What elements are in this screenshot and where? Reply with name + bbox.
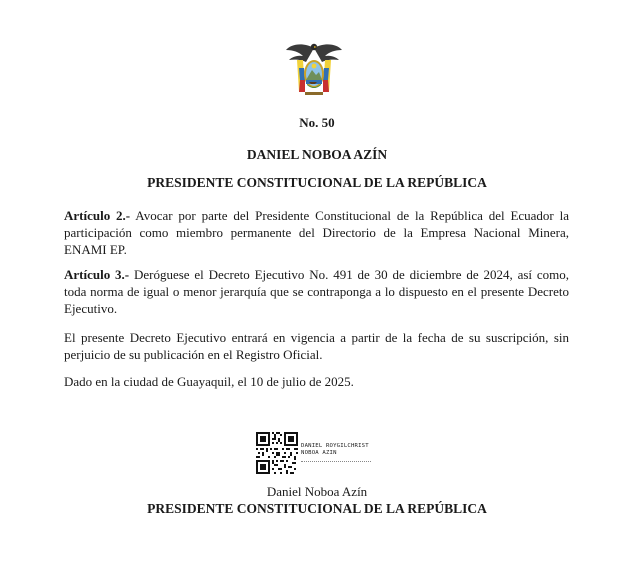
electronic-signer-name [301, 443, 369, 457]
ecuador-coat-of-arms-icon [283, 38, 345, 100]
signature-divider [301, 461, 371, 465]
electronic-signer-line-2: NOBOA AZIN [301, 450, 337, 456]
signature-name: Daniel Noboa Azín [266, 484, 368, 499]
article-3-label: Artículo 3.- [64, 267, 130, 282]
given-in-paragraph: Dado en la ciudad de Guayaquil, el 10 de julio de 2025. [64, 374, 354, 389]
signer-title-heading: PRESIDENTE CONSTITUCIONAL DE LA REPÚBLICA [147, 175, 487, 190]
signer-name-heading: DANIEL NOBOA AZÍN [246, 147, 388, 162]
qr-code-icon [256, 432, 298, 474]
decree-number: No. 50 [299, 115, 335, 130]
article-2-paragraph [64, 207, 569, 258]
article-2-text: Avocar por parte del Presidente Constitucional de la República del Ecuador la participación como miembro permanente del Directorio de la Empresa Nacional Minera, ENAMI EP. [64, 208, 569, 257]
effective-date-paragraph: El presente Decreto Ejecutivo entrará en vigencia a partir de la fecha de su suscripción, sin perjuicio de su publicación en el Registro Oficial. [64, 330, 569, 362]
electronic-signer-line-1: DANIEL ROYGILCHRIST [301, 443, 369, 449]
article-3-paragraph [64, 266, 569, 317]
electronic-signature [256, 432, 416, 476]
article-3-text: Deróguese el Decreto Ejecutivo No. 491 de 30 de diciembre de 2024, así como, toda norma de igual o menor jerarquía que se contraponga a lo dispuesto en el presente Decreto Ejecutivo. [64, 267, 570, 316]
article-2-label: Artículo 2.- [64, 208, 131, 223]
signature-title: PRESIDENTE CONSTITUCIONAL DE LA REPÚBLICA [147, 501, 487, 516]
